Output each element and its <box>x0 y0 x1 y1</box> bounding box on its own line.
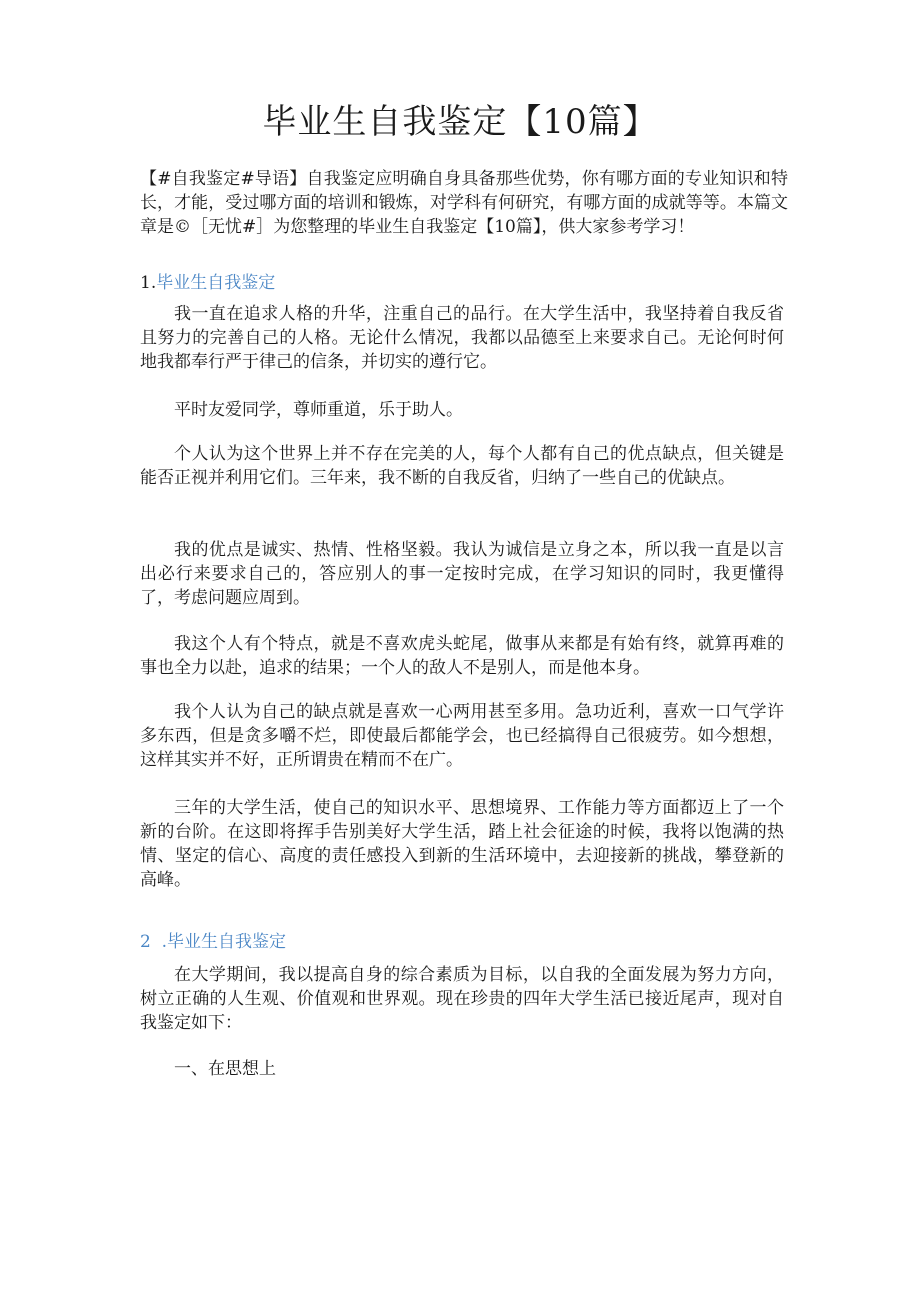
section-1-paragraph: 三年的大学生活，使自己的知识水平、思想境界、工作能力等方面都迈上了一个新的台阶。在这即将挥手告别美好大学生活，踏上社会征途的时候，我将以饱满的热情、坚定的信心、高度的责任感投入到新的生活环境中，去迎接新的挑战，攀登新的高峰。 <box>140 798 784 890</box>
section-1-heading <box>140 271 275 295</box>
section-1-paragraph: 平时友爱同学，尊师重道，乐于助人。 <box>174 400 463 420</box>
section-1-paragraph: 个人认为这个世界上并不存在完美的人，每个人都有自己的优点缺点，但关键是能否正视并利用它们。三年来，我不断的自我反省，归纳了一些自己的优缺点。 <box>140 444 784 488</box>
section-2-number: 2 <box>140 932 151 952</box>
section-1-paragraph: 我的优点是诚实、热情、性格坚毅。我认为诚信是立身之本，所以我一直是以言出必行来要求自己的，答应别人的事一定按时完成，在学习知识的同时，我更懂得了，考虑问题应周到。 <box>140 540 784 608</box>
section-2-subheading: 一、在思想上 <box>174 1059 276 1079</box>
section-1-paragraph: 我个人认为自己的缺点就是喜欢一心两用甚至多用。急功近利，喜欢一口气学许多东西，但是贪多嚼不烂，即使最后都能学会，也已经搞得自己很疲劳。如今想想，这样其实并不好，正所谓贵在精而不在广。 <box>140 702 784 770</box>
section-1-number: 1. <box>140 273 157 293</box>
intro-paragraph: 【#自我鉴定#导语】自我鉴定应明确自身具备那些优势，你有哪方面的专业知识和特长，才能，受过哪方面的培训和锻炼，对学科有何研究，有哪方面的成就等等。本篇文章是©［无忧#］为您整理的毕业生自我鉴定【10篇】，供大家参考学习！ <box>140 169 788 237</box>
document-title: 毕业生自我鉴定【10篇】 <box>262 102 658 142</box>
section-1-heading-text: 毕业生自我鉴定 <box>156 273 276 293</box>
section-2-heading-text: .毕业生自我鉴定 <box>161 932 287 952</box>
section-1-paragraph: 我这个人有个特点，就是不喜欢虎头蛇尾，做事从来都是有始有终，就算再难的事也全力以赴，追求的结果；一个人的敌人不是别人，而是他本身。 <box>140 634 784 678</box>
section-2-heading <box>140 930 286 954</box>
section-2-paragraph: 在大学期间，我以提高自身的综合素质为目标，以自我的全面发展为努力方向，树立正确的人生观、价值观和世界观。现在珍贵的四年大学生活已接近尾声，现对自我鉴定如下： <box>140 965 784 1033</box>
section-1-paragraph: 我一直在追求人格的升华，注重自己的品行。在大学生活中，我坚持着自我反省且努力的完善自己的人格。无论什么情况，我都以品德至上来要求自己。无论何时何地我都奉行严于律己的信条，并切实的遵行它。 <box>140 304 784 372</box>
